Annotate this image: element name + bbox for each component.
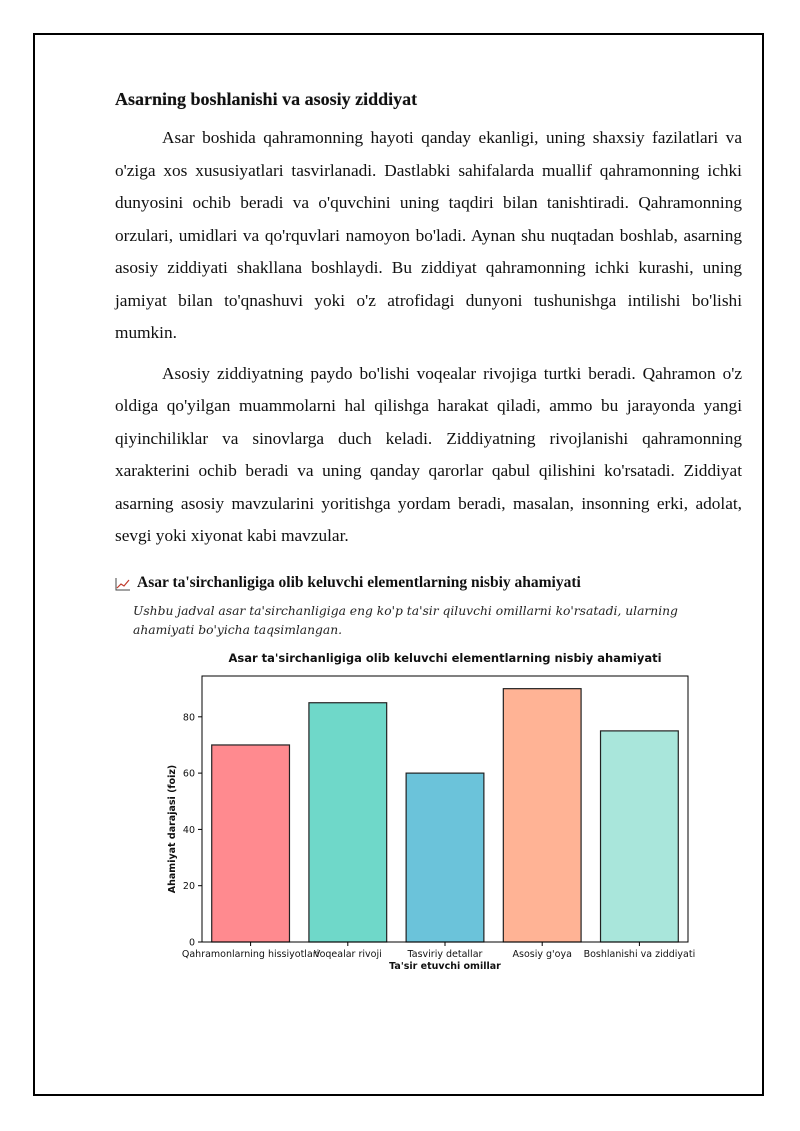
bar-2 [309,703,387,942]
x-tick-label-4: Asosiy g'oya [512,949,572,960]
y-tick-label-2: 20 [182,881,195,893]
figure-caption: Ushbu jadval asar ta'sirchanligiga eng ko'p ta'sir qiluvchi omillarni ko'rsatadi, ularning ahamiyati bo'yicha taqsimlangan. [133,604,678,637]
chart-svg [160,646,700,976]
document-body [115,86,742,561]
section-heading: Asarning boshlanishi va asosiy ziddiyat [115,89,418,109]
bar-4 [503,689,581,942]
paragraph-2: Asosiy ziddiyatning paydo bo'lishi voqealar rivojiga turtki beradi. Qahramon o'z oldiga qo'yilgan muammolarni hal qilishga harakat qiladi, ammo bu jarayonda yangi qiyinchiliklar va sinovlarga duch keladi. Ziddiyatning rivojlanishi qahramonning xarakterini ochib beradi va uning qanday qarorlar qabul qilishini ko'rsatadi. Ziddiyat asarning asosiy mavzularini yoritishga yordam beradi, masalan, insonning erki, adolat, sevgi yoki xiyonat kabi mavzular. [115,363,742,545]
y-tick-label-3: 40 [182,824,195,836]
figure-title [115,572,742,594]
y-tick-label-4: 60 [182,768,195,780]
y-axis-label: Ahamiyat darajasi (foiz) [167,764,178,894]
bar-1 [212,745,290,942]
y-tick-label-1: 0 [188,937,195,949]
x-axis-label: Ta'sir etuvchi omillar [389,961,501,972]
x-tick-label-1: Qahramonlarning hissiyotlari [181,949,320,960]
y-tick-label-5: 80 [182,712,195,724]
chart-title: Asar ta'sirchanligiga olib keluvchi elementlarning nisbiy ahamiyati [228,651,662,665]
bar-chart [160,646,700,976]
x-tick-label-5: Boshlanishi va ziddiyati [583,949,696,960]
bar-3 [406,773,484,942]
x-tick-label-3: Tasviriy detallar [407,949,483,960]
x-tick-label-2: Voqealar rivoji [313,949,382,960]
bar-5 [601,731,679,942]
figure-title-text: Asar ta'sirchanligiga olib keluvchi elementlarning nisbiy ahamiyati [137,574,581,591]
chart-increasing-icon [115,576,131,590]
paragraph-1: Asar boshida qahramonning hayoti qanday ekanligi, uning shaxsiy fazilatlari va o'ziga xos xususiyatlari tasvirlanadi. Dastlabki sahifalarda muallif qahramonning ichki dunyosini ochib beradi va o'quvchini uning taqdiri bilan tanishtiradi. Qahramonning orzulari, umidlari va qo'rquvlari namoyon bo'ladi. Aynan shu nuqtadan boshlab, asarning asosiy ziddiyati shakllana boshlaydi. Bu ziddiyat qahramonning ichki kurashi, uning jamiyat bilan to'qnashuvi yoki o'z atrofidagi dunyoni tushunishga intilishi bo'lishi mumkin. [115,128,742,342]
